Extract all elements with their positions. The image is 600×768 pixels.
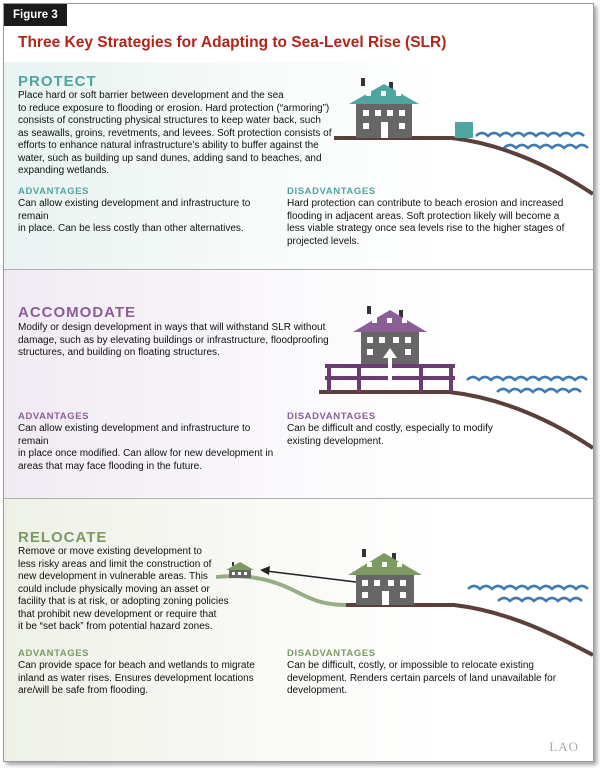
relocate-section xyxy=(4,499,593,761)
relocate-line: facility that is at risk, or adopting zoning policies xyxy=(18,596,229,607)
relocate-description xyxy=(18,546,248,634)
lao-logo: LAO xyxy=(549,739,579,754)
accommodate-description xyxy=(18,322,338,360)
protect-disadvantages-label: DISADVANTAGES xyxy=(287,186,376,197)
relocate-line: new development in vulnerable areas. This xyxy=(18,571,208,582)
accommodate-illustration xyxy=(319,304,593,454)
small-house-icon xyxy=(226,562,254,578)
accommodate-advantages-text xyxy=(18,423,278,473)
figure-title: Three Key Strategies for Adapting to Sea-Level Rise (SLR) xyxy=(18,34,447,51)
house-icon xyxy=(349,78,419,138)
protect-advantages-text xyxy=(18,198,273,236)
water-wave xyxy=(476,133,584,136)
relocate-line: could include physically moving an asset or xyxy=(18,583,210,595)
water-wave xyxy=(467,377,587,380)
advantages-line: areas that may face flooding in the future. xyxy=(18,460,202,472)
protect-advantages-label: ADVANTAGES xyxy=(18,186,90,197)
protect-disadvantages-text xyxy=(287,198,587,248)
disadvantages-line: less viable strategy once sea levels rise to the higher stages of xyxy=(287,223,565,234)
advantages-line: Can allow existing development and infrastructure to remain xyxy=(18,423,251,447)
ground-line xyxy=(346,605,593,655)
protect-illustration xyxy=(334,76,593,200)
accommodate-disadvantages-label: DISADVANTAGES xyxy=(287,411,376,422)
accommodate-line: Modify or design development in ways that will withstand SLR without xyxy=(18,322,326,333)
seawall-icon xyxy=(455,122,473,138)
ground-line xyxy=(319,392,593,448)
disadvantages-line: projected levels. xyxy=(287,235,360,247)
disadvantages-line: development. Renders certain parcels of land unavailable for xyxy=(287,672,557,684)
relocate-heading: RELOCATE xyxy=(18,529,108,546)
protect-line: Place hard or soft barrier between development and the sea xyxy=(18,90,284,101)
water-wave xyxy=(504,145,588,148)
water-wave xyxy=(498,598,582,601)
advantages-line: Can allow existing development and infrastructure to remain xyxy=(18,198,251,222)
advantages-line: in place. Can be less costly than other alternatives. xyxy=(18,223,244,234)
protect-line: efforts to enhance natural infrastructure’s ability to buffer against the xyxy=(18,140,319,151)
advantages-line: are/will be safe from flooding. xyxy=(18,685,149,696)
relocate-advantages-label: ADVANTAGES xyxy=(18,648,90,659)
figure-label: Figure 3 xyxy=(4,4,67,26)
disadvantages-line: Can be difficult, costly, or impossible to relocate existing xyxy=(287,660,534,671)
figure-frame xyxy=(3,3,594,762)
protect-line: as seawalls, groins, revetments, and levees. Soft protection consists of xyxy=(18,127,332,139)
accommodate-line: damage, such as by elevating buildings or infrastructure, floodproofing xyxy=(18,334,329,346)
relocate-line: less risky areas and limit the construction of xyxy=(18,558,212,570)
protect-heading: PROTECT xyxy=(18,73,97,90)
relocate-disadvantages-label: DISADVANTAGES xyxy=(287,648,376,659)
relocate-arrow-icon xyxy=(260,566,356,582)
disadvantages-line: Hard protection can contribute to beach erosion and increased xyxy=(287,198,564,209)
relocate-illustration xyxy=(216,549,593,661)
accommodate-line: structures, and building on floating structures. xyxy=(18,347,220,358)
advantages-line: in place once modified. Can allow for new development in xyxy=(18,448,274,459)
accommodate-section xyxy=(4,270,593,498)
relocate-disadvantages-text xyxy=(287,660,587,698)
disadvantages-line: development. xyxy=(287,685,348,696)
relocate-advantages-text xyxy=(18,660,278,698)
protect-line: consists of constructing physical structures to keep water back, such xyxy=(18,115,321,126)
protect-line: expanding wetlands. xyxy=(18,165,110,176)
relocate-line: it be “set back” from potential hazard zones. xyxy=(18,621,213,632)
protect-line: to reduce exposure to flooding or erosion. Hard protection (“armoring”) xyxy=(18,102,330,114)
disadvantages-line: existing development. xyxy=(287,435,384,447)
protect-line: water, such as building up sand dunes, adding sand to beaches, and xyxy=(18,152,322,164)
accommodate-advantages-label: ADVANTAGES xyxy=(18,411,90,422)
advantages-line: Can provide space for beach and wetlands to migrate xyxy=(18,660,255,671)
relocate-line: Remove or move existing development to xyxy=(18,546,202,557)
house-icon xyxy=(348,549,422,605)
disadvantages-line: flooding in adjacent areas. Soft protection likely will become a xyxy=(287,210,560,222)
water-wave xyxy=(497,389,581,392)
inland-slope-line xyxy=(216,576,346,605)
accommodate-heading: ACCOMODATE xyxy=(18,304,137,321)
protect-section xyxy=(4,62,593,269)
protect-description xyxy=(18,90,336,178)
relocate-line: that prohibit new development or require that xyxy=(18,608,217,620)
advantages-line: inland as water rises. Ensures development locations xyxy=(18,672,254,684)
water-wave xyxy=(468,586,588,589)
disadvantages-line: Can be difficult and costly, especially to modify xyxy=(287,423,493,434)
